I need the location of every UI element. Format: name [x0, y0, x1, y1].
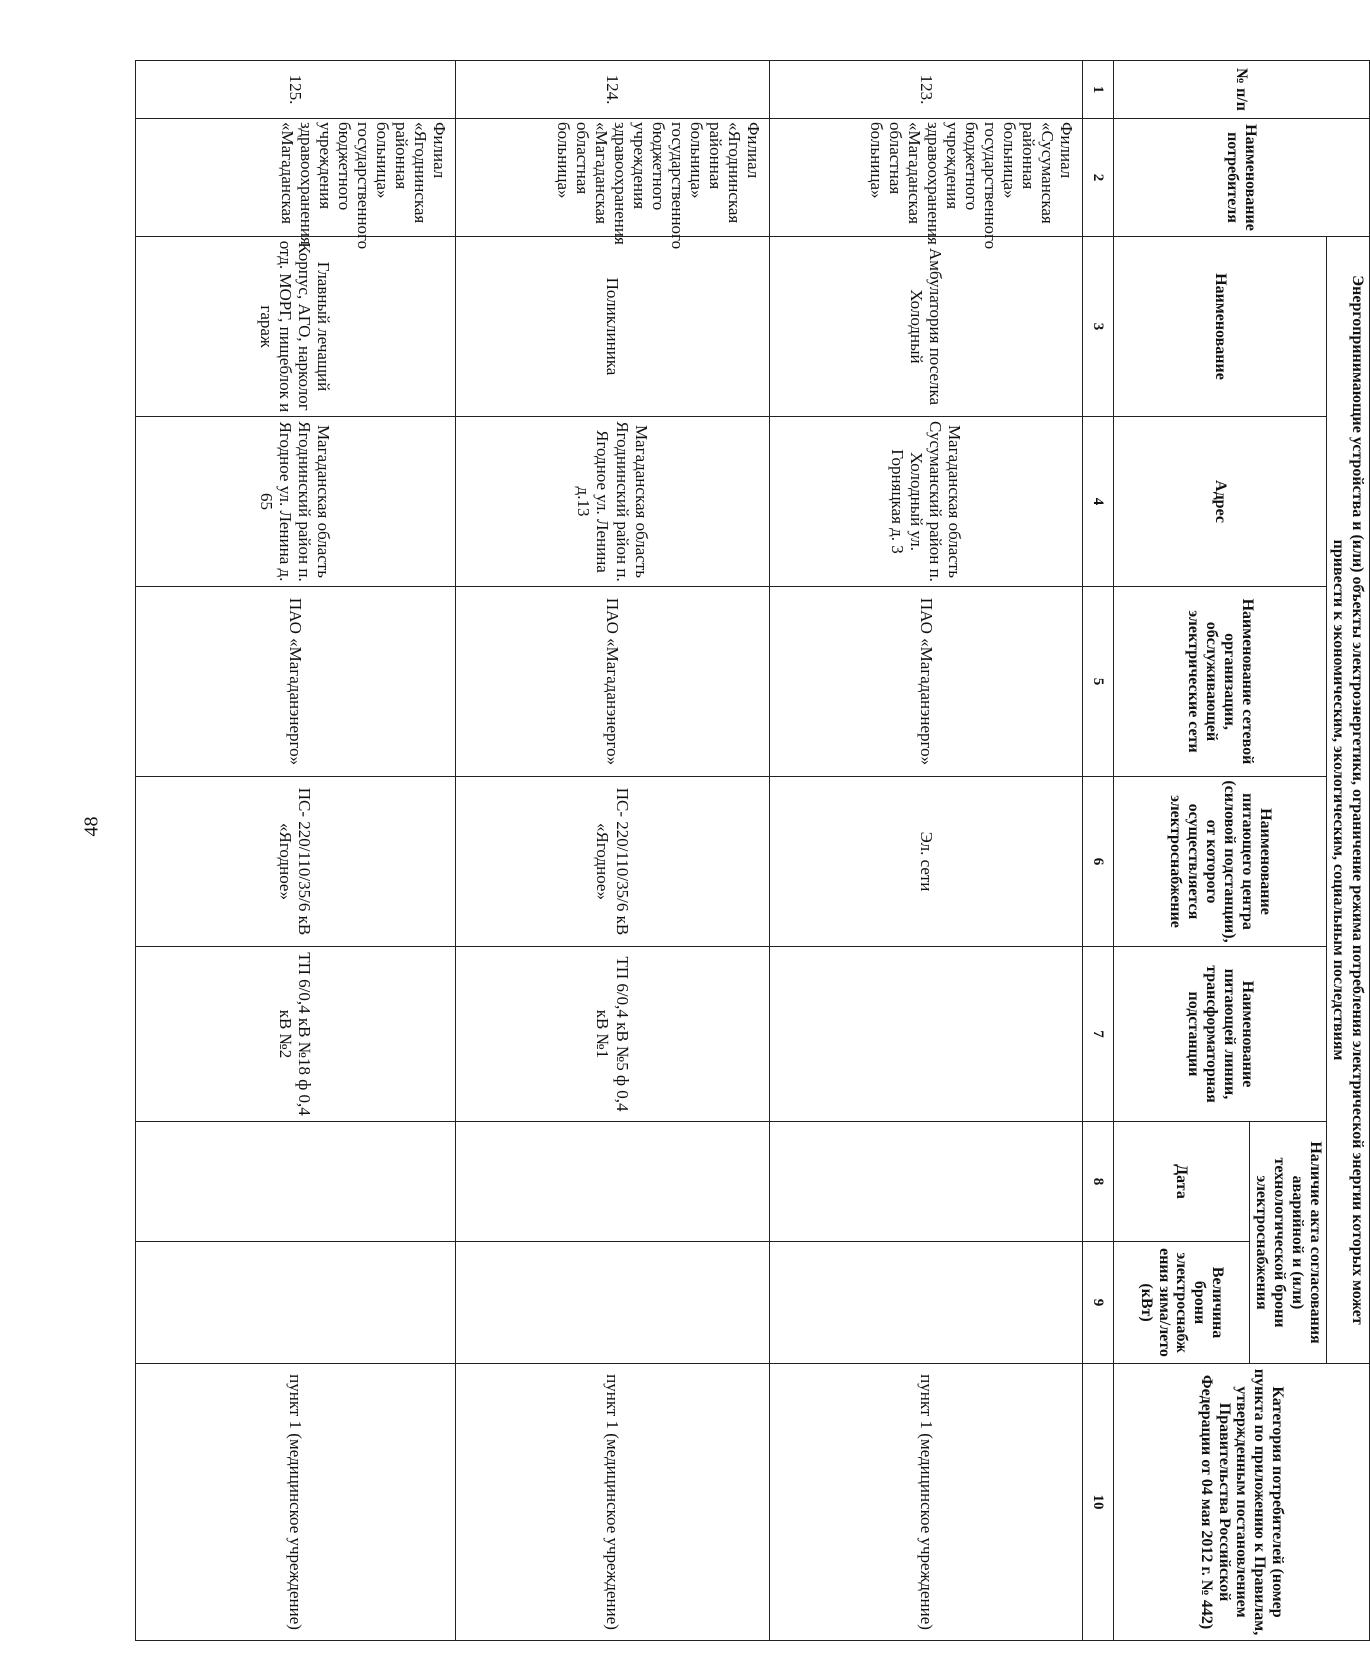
- page-number: 48: [80, 816, 103, 837]
- rotated-table-container: [135, 60, 1370, 1640]
- header-consumer: Наименование потребителя: [1114, 119, 1370, 237]
- consumer-category: пункт 1 (медицинское учреждение): [455, 1364, 769, 1641]
- reserve-value: [770, 1242, 1083, 1364]
- column-number: 9: [1083, 1242, 1114, 1364]
- header-name: Наименование: [1114, 237, 1327, 417]
- header-network-org: Наименование сетевой организации, обслуживающей электрические сети: [1114, 587, 1327, 777]
- network-org: ПАО «Магаданэнерго»: [136, 587, 456, 777]
- consumer-category: пункт 1 (медицинское учреждение): [770, 1364, 1083, 1641]
- object-name: Главный лечащий Корпус, АГО, нарколог отд. МОРГ, пищеблок и гараж: [136, 237, 456, 417]
- consumer-table: [135, 60, 1370, 1641]
- reserve-value: [136, 1242, 456, 1364]
- object-name: Амбулатория поселка Холодный: [770, 237, 1083, 417]
- column-number: 2: [1083, 119, 1114, 237]
- object-name: Поликлиника: [455, 237, 769, 417]
- header-act-caption: Наличие акта согласования аварийной и (или) технологической брони электроснабжения: [1250, 1122, 1327, 1364]
- column-number: 4: [1083, 417, 1114, 587]
- column-number: 8: [1083, 1122, 1114, 1242]
- row-number: 125.: [136, 61, 456, 119]
- table-row: [136, 61, 456, 1641]
- column-number: 10: [1083, 1364, 1114, 1641]
- column-number: 7: [1083, 947, 1114, 1122]
- header-num: № п/п: [1114, 61, 1370, 119]
- network-org: ПАО «Магаданэнерго»: [455, 587, 769, 777]
- header-feeding-line: Наименование питающей линии, трансформаторная подстанции: [1114, 947, 1327, 1122]
- act-date: [136, 1122, 456, 1242]
- header-address: Адрес: [1114, 417, 1327, 587]
- feeding-line: [770, 947, 1083, 1122]
- column-number: 1: [1083, 61, 1114, 119]
- consumer-name: Филиал «Ягоднинская районная больница» государственного бюджетного учреждения здравоохранения «Магаданская: [136, 119, 456, 237]
- network-org: ПАО «Магаданэнерго»: [770, 587, 1083, 777]
- reserve-value: [455, 1242, 769, 1364]
- header-date: Дата: [1114, 1122, 1250, 1242]
- header-category: Категория потребителей (номер пункта по приложению к Правилам, утвержденным постановлением Правительства Российской Федерации от 04 мая 2012 г. № 442): [1114, 1364, 1370, 1641]
- object-address: Магаданская область Ягоднинский район п. Ягодное ул. Ленина д.13: [455, 417, 769, 587]
- feeding-line: ТП 6/0,4 кВ №5 ф 0,4 кВ №1: [455, 947, 769, 1122]
- column-number: 3: [1083, 237, 1114, 417]
- object-address: Магаданская область Сусуманский район п. Холодный ул. Горняцкая д. 3: [770, 417, 1083, 587]
- act-date: [770, 1122, 1083, 1242]
- column-number: 6: [1083, 777, 1114, 947]
- feeding-line: ТП 6/0,4 кВ №18 ф 0,4 кВ №2: [136, 947, 456, 1122]
- row-number: 124.: [455, 61, 769, 119]
- header-group-caption: Энергопринимающие устройства и (или) объекты электроэнергетики, ограничение режима потребления электрической энергии которых может привести к экономическим, экологическим, социальным последствиям: [1326, 237, 1369, 1364]
- feeding-center: ПС- 220/110/35/6 кВ «Ягодное»: [455, 777, 769, 947]
- consumer-name: Филиал «Сусуманская районная больница» государственного бюджетного учреждения здравоохранения «Магаданская областная больница»: [770, 119, 1083, 237]
- table-row: [455, 61, 769, 1641]
- column-number: 5: [1083, 587, 1114, 777]
- feeding-center: ПС- 220/110/35/6 кВ «Ягодное»: [136, 777, 456, 947]
- header-reserve: Величина брони электроснабж ения зима/лето (кВт): [1114, 1242, 1250, 1364]
- row-number: 123.: [770, 61, 1083, 119]
- feeding-center: Эл. сети: [770, 777, 1083, 947]
- consumer-category: пункт 1 (медицинское учреждение): [136, 1364, 456, 1641]
- act-date: [455, 1122, 769, 1242]
- consumer-name: Филиал «Ягоднинская районная больница» государственного бюджетного учреждения здравоохранения «Магаданская областная больница»: [455, 119, 769, 237]
- header-feeding-center: Наименование питающего центра (силовой подстанции), от которого осуществляется электроснабжение: [1114, 777, 1327, 947]
- object-address: Магаданская область Ягоднинский район п. Ягодное ул. Ленина д. 65: [136, 417, 456, 587]
- table-row: [770, 61, 1083, 1641]
